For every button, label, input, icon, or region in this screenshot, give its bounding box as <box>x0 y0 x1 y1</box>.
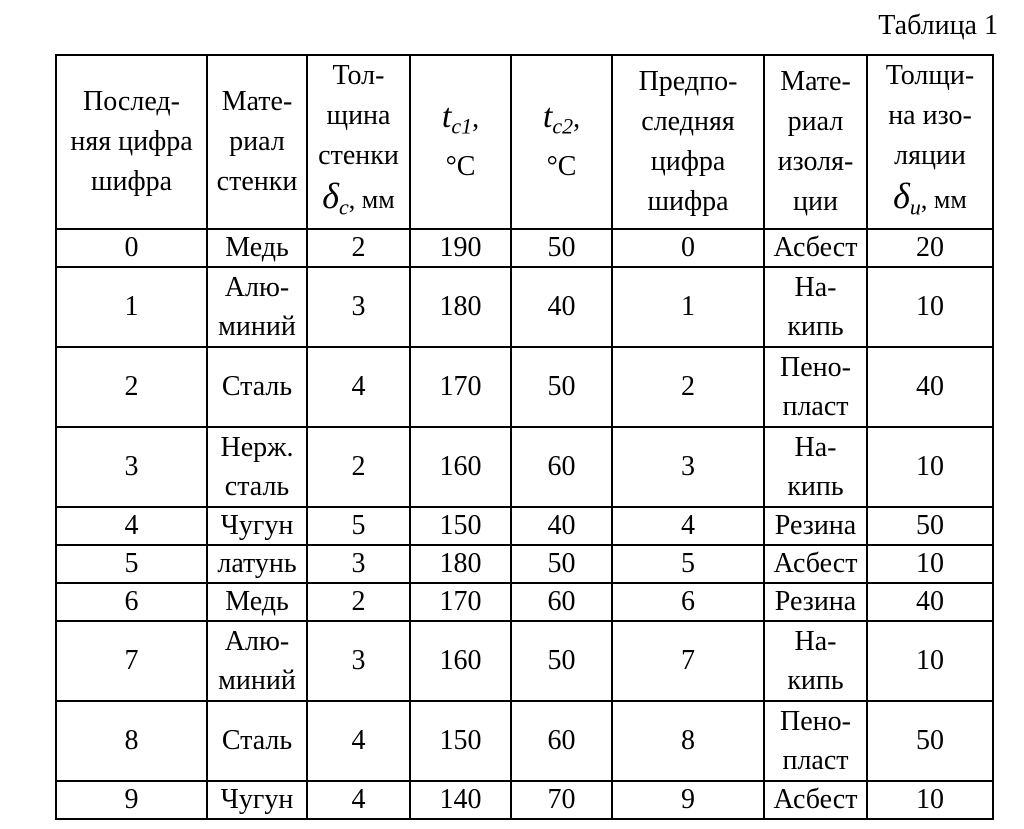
cell-last-digit: 1 <box>56 267 207 347</box>
header-last-digit: Послед- няя цифра шифра <box>56 55 207 229</box>
header-row <box>56 55 993 229</box>
cell-prev-digit: 4 <box>612 507 764 545</box>
cell-prev-digit: 7 <box>612 621 764 701</box>
cell-wall-material: Сталь <box>207 347 307 427</box>
cell-wall-material: Алю- миний <box>207 267 307 347</box>
table-row <box>56 267 993 347</box>
cell-prev-digit: 5 <box>612 545 764 583</box>
cell-tc2: 60 <box>511 701 612 781</box>
cell-last-digit: 3 <box>56 427 207 507</box>
cell-wall-material: Нерж. сталь <box>207 427 307 507</box>
table-row <box>56 347 993 427</box>
cell-prev-digit: 0 <box>612 229 764 267</box>
header-wall-material: Мате- риал стенки <box>207 55 307 229</box>
cell-tc2: 60 <box>511 583 612 621</box>
t-subscript: c2 <box>552 113 574 139</box>
cell-tc1: 150 <box>410 701 511 781</box>
cell-last-digit: 9 <box>56 781 207 819</box>
cell-insulation-material: На- кипь <box>764 427 867 507</box>
cell-insulation-thickness: 10 <box>867 427 993 507</box>
table-row <box>56 507 993 545</box>
cell-last-digit: 4 <box>56 507 207 545</box>
cell-last-digit: 0 <box>56 229 207 267</box>
cell-wall-thickness: 2 <box>307 583 410 621</box>
header-tc2 <box>511 55 612 229</box>
cell-tc2: 60 <box>511 427 612 507</box>
cell-insulation-material: Резина <box>764 583 867 621</box>
cell-insulation-material: На- кипь <box>764 621 867 701</box>
header-tc1 <box>410 55 511 229</box>
cell-wall-thickness: 4 <box>307 347 410 427</box>
table-row <box>56 621 993 701</box>
cell-wall-thickness: 5 <box>307 507 410 545</box>
cell-insulation-thickness: 10 <box>867 781 993 819</box>
cell-insulation-material: Пено- пласт <box>764 347 867 427</box>
cell-insulation-thickness: 10 <box>867 621 993 701</box>
cell-insulation-thickness: 10 <box>867 267 993 347</box>
unit-label: , мм <box>920 185 967 214</box>
cell-wall-thickness: 4 <box>307 701 410 781</box>
cell-insulation-thickness: 50 <box>867 701 993 781</box>
header-insulation-material: Мате- риал изоля- ции <box>764 55 867 229</box>
cell-wall-material: Сталь <box>207 701 307 781</box>
cell-last-digit: 8 <box>56 701 207 781</box>
cell-tc2: 40 <box>511 507 612 545</box>
cell-wall-material: Медь <box>207 229 307 267</box>
cell-wall-thickness: 2 <box>307 229 410 267</box>
cell-wall-material: Алю- миний <box>207 621 307 701</box>
delta-subscript: и <box>909 194 921 220</box>
cell-tc1: 140 <box>410 781 511 819</box>
cell-wall-thickness: 2 <box>307 427 410 507</box>
cell-prev-digit: 9 <box>612 781 764 819</box>
unit-label: °C <box>546 150 577 182</box>
table-row <box>56 545 993 583</box>
header-wall-thickness <box>307 55 410 229</box>
cell-tc1: 150 <box>410 507 511 545</box>
comma: , <box>573 103 581 134</box>
cell-tc1: 170 <box>410 583 511 621</box>
cell-tc2: 50 <box>511 621 612 701</box>
cell-tc1: 190 <box>410 229 511 267</box>
table-caption: Таблица 1 <box>878 10 998 41</box>
cell-last-digit: 5 <box>56 545 207 583</box>
cell-last-digit: 2 <box>56 347 207 427</box>
t-subscript: c1 <box>451 113 473 139</box>
unit-label: , мм <box>348 185 395 214</box>
cell-last-digit: 6 <box>56 583 207 621</box>
cell-tc2: 70 <box>511 781 612 819</box>
cell-insulation-material: Пено- пласт <box>764 701 867 781</box>
cell-wall-material: латунь <box>207 545 307 583</box>
t-symbol: t <box>542 98 553 135</box>
cell-wall-thickness: 3 <box>307 267 410 347</box>
table-row <box>56 427 993 507</box>
cell-prev-digit: 8 <box>612 701 764 781</box>
cell-tc1: 170 <box>410 347 511 427</box>
delta-symbol: δ <box>893 176 910 216</box>
delta-subscript: с <box>339 194 349 220</box>
cell-insulation-material: Асбест <box>764 781 867 819</box>
variants-table <box>55 54 994 820</box>
table-row <box>56 781 993 819</box>
cell-tc2: 50 <box>511 545 612 583</box>
cell-wall-material: Медь <box>207 583 307 621</box>
unit-label: °C <box>445 150 476 182</box>
t-symbol: t <box>441 98 452 135</box>
cell-tc2: 40 <box>511 267 612 347</box>
header-prev-digit: Предпо- следняя цифра шифра <box>612 55 764 229</box>
cell-prev-digit: 3 <box>612 427 764 507</box>
comma: , <box>472 103 480 134</box>
cell-insulation-material: Асбест <box>764 229 867 267</box>
cell-tc1: 160 <box>410 427 511 507</box>
cell-last-digit: 7 <box>56 621 207 701</box>
cell-insulation-thickness: 40 <box>867 583 993 621</box>
cell-prev-digit: 1 <box>612 267 764 347</box>
cell-tc2: 50 <box>511 347 612 427</box>
cell-insulation-thickness: 10 <box>867 545 993 583</box>
cell-wall-material: Чугун <box>207 781 307 819</box>
table-row <box>56 229 993 267</box>
cell-insulation-thickness: 50 <box>867 507 993 545</box>
cell-tc1: 160 <box>410 621 511 701</box>
cell-wall-thickness: 3 <box>307 545 410 583</box>
header-insulation-thickness-text: Толщи- на изо- ляции <box>885 60 975 171</box>
cell-prev-digit: 2 <box>612 347 764 427</box>
table-row <box>56 701 993 781</box>
header-wall-thickness-text: Тол- щина стенки <box>318 60 399 171</box>
cell-wall-thickness: 3 <box>307 621 410 701</box>
cell-prev-digit: 6 <box>612 583 764 621</box>
cell-insulation-material: Резина <box>764 507 867 545</box>
cell-insulation-material: Асбест <box>764 545 867 583</box>
cell-insulation-thickness: 20 <box>867 229 993 267</box>
delta-symbol: δ <box>322 176 340 216</box>
cell-tc1: 180 <box>410 267 511 347</box>
cell-tc1: 180 <box>410 545 511 583</box>
cell-insulation-material: На- кипь <box>764 267 867 347</box>
cell-wall-thickness: 4 <box>307 781 410 819</box>
cell-wall-material: Чугун <box>207 507 307 545</box>
table-row <box>56 583 993 621</box>
cell-tc2: 50 <box>511 229 612 267</box>
header-insulation-thickness <box>867 55 993 229</box>
cell-insulation-thickness: 40 <box>867 347 993 427</box>
